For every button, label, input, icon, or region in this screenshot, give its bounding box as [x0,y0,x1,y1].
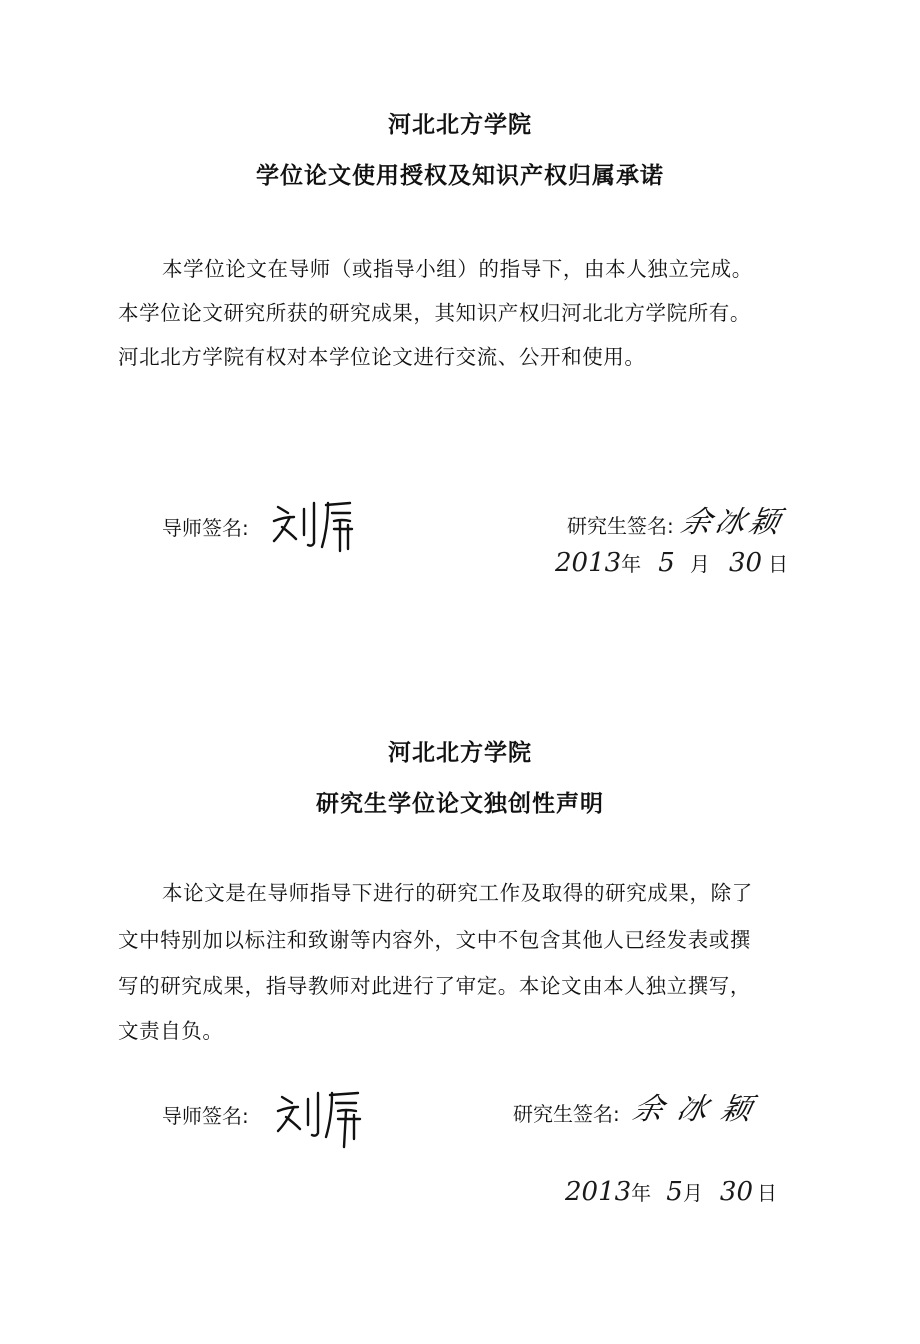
student-signature-label: 研究生签名: [513,1102,620,1126]
institution-heading-1: 河北北方学院 [388,112,532,138]
month-unit: 月 [689,552,710,576]
month-unit: 月 [682,1181,703,1205]
advisor-signature-label: 导师签名: [162,1104,249,1128]
year-unit: 年 [631,1181,652,1205]
paragraph-line: 写的研究成果，指导教师对此进行了审定。本论文由本人独立撰写， [118,974,751,998]
date-year: 2013 [555,548,622,578]
originality-title: 研究生学位论文独创性声明 [316,791,604,817]
paragraph-line: 本论文是在导师指导下进行的研究工作及取得的研究成果，除了 [162,881,753,905]
advisor-signature-label: 导师签名: [162,516,249,540]
date-day: 30 [719,1177,753,1207]
institution-heading-2: 河北北方学院 [388,740,532,766]
authorization-title: 学位论文使用授权及知识产权归属承诺 [256,163,664,189]
paragraph-line: 文责自负。 [118,1019,224,1043]
date-2 [565,1177,777,1207]
paragraph-line: 本学位论文研究所获的研究成果，其知识产权归河北北方学院所有。 [118,301,751,325]
date-1 [555,548,788,578]
day-unit: 日 [757,1181,777,1205]
date-month: 5 [658,548,675,578]
date-month: 5 [666,1177,683,1207]
advisor-signature [270,495,360,555]
date-year: 2013 [565,1177,632,1207]
day-unit: 日 [768,552,789,576]
advisor-signature [274,1085,369,1150]
student-signature: 余冰颖 [677,505,787,540]
paragraph-line: 河北北方学院有权对本学位论文进行交流、公开和使用。 [118,345,646,369]
paragraph-line: 本学位论文在导师（或指导小组）的指导下，由本人独立完成。 [162,257,753,281]
year-unit: 年 [621,552,642,576]
paragraph-line: 文中特别加以标注和致谢等内容外，文中不包含其他人已经发表或撰 [118,928,751,952]
student-signature: 余冰颖 [629,1092,769,1127]
student-signature-label: 研究生签名: [567,514,674,538]
date-day: 30 [729,548,763,578]
